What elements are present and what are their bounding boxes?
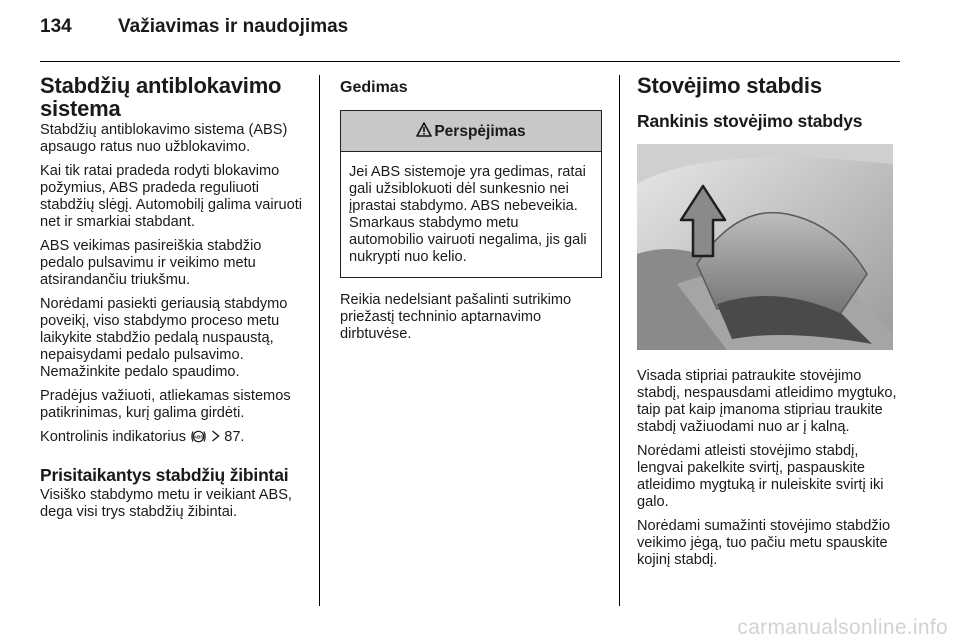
abs-paragraph-2: Kai tik ratai pradeda rodyti blokavimo požymius, ABS pradeda reguliuoti stabdžių slėgį. Automobilį galima vairuoti net ir smarkiai stabdant. <box>40 163 303 230</box>
indicator-text: Kontrolinis indikatorius <box>40 429 187 445</box>
warning-title: Perspėjimas <box>434 122 526 140</box>
column-divider-left <box>319 75 320 606</box>
warning-triangle-icon <box>416 122 432 141</box>
middle-column <box>340 74 602 350</box>
abs-heading: Stabdžių antiblokavimo sistema <box>40 73 282 121</box>
parking-brake-paragraph-3: Norėdami sumažinti stovėjimo stabdžio veikimo jėgą, tuo pačiu metu spauskite kojinį stabdį. <box>637 518 891 568</box>
hand-brake-photo <box>637 144 893 350</box>
brake-lights-paragraph: Visiško stabdymo metu ir veikiant ABS, dega visi trys stabdžių žibintai. <box>40 487 292 520</box>
chapter-title: Važiavimas ir naudojimas <box>118 16 349 37</box>
page-number: 134 <box>40 16 72 37</box>
indicator-line <box>40 429 308 449</box>
indicator-page-ref[interactable]: 87. <box>224 429 245 445</box>
hand-brake-subheading: Rankinis stovėjimo stabdys <box>637 111 863 131</box>
abs-paragraph-3: ABS veikimas pasireiškia stabdžio pedalo pulsavimu ir veikimo metu atsirandančiu triukšmu. <box>40 238 262 288</box>
svg-text:ABS: ABS <box>193 434 204 440</box>
brake-lights-heading: Prisitaikantys stabdžių žibintai <box>40 465 289 485</box>
warning-header <box>341 111 601 152</box>
left-column <box>40 74 308 528</box>
parking-brake-paragraph-2: Norėdami atleisti stovėjimo stabdį, lengvai pakelkite svirtį, paspauskite atleidimo mygtuką ir nuleiskite svirtį iki galo. <box>637 443 884 510</box>
fault-heading: Gedimas <box>340 79 408 96</box>
right-column <box>637 74 901 576</box>
parking-brake-heading: Stovėjimo stabdis <box>637 73 822 98</box>
abs-paragraph-5: Pradėjus važiuoti, atliekamas sistemos patikrinimas, kurį galima girdėti. <box>40 388 291 421</box>
column-divider-right <box>619 75 620 606</box>
parking-brake-paragraph-1: Visada stipriai patraukite stovėjimo stabdį, nespausdami atleidimo mygtuko, taip pat kaip įmanoma stipriau traukite stabdį važiuodami nuo ar į kalną. <box>637 368 897 435</box>
warning-text: Jei ABS sistemoje yra gedimas, ratai gali užsiblokuoti dėl sunkesnio nei įprastai stabdymo. ABS nebeveikia. Smarkaus stabdymo metu automobilio vairuoti negalima, jis gali nukrypti nuo kelio. <box>349 164 587 265</box>
abs-paragraph-1: Stabdžių antiblokavimo sistema (ABS) apsaugo ratus nuo užblokavimo. <box>40 122 288 155</box>
reference-arrow-icon <box>211 429 224 445</box>
fault-paragraph: Reikia nedelsiant pašalinti sutrikimo priežastį techninio aptarnavimo dirbtuvėse. <box>340 292 572 342</box>
header-rule <box>40 61 900 62</box>
warning-box <box>340 110 602 278</box>
abs-paragraph-4: Norėdami pasiekti geriausią stabdymo poveikį, viso stabdymo proceso metu laikykite stabdžio pedalą nuspaustą, nepaisydami pedalo pulsavimo. Nemažinkite pedalo spaudimo. <box>40 296 288 380</box>
abs-warning-icon <box>190 429 207 449</box>
watermark: carmanualsonline.info <box>737 616 948 639</box>
